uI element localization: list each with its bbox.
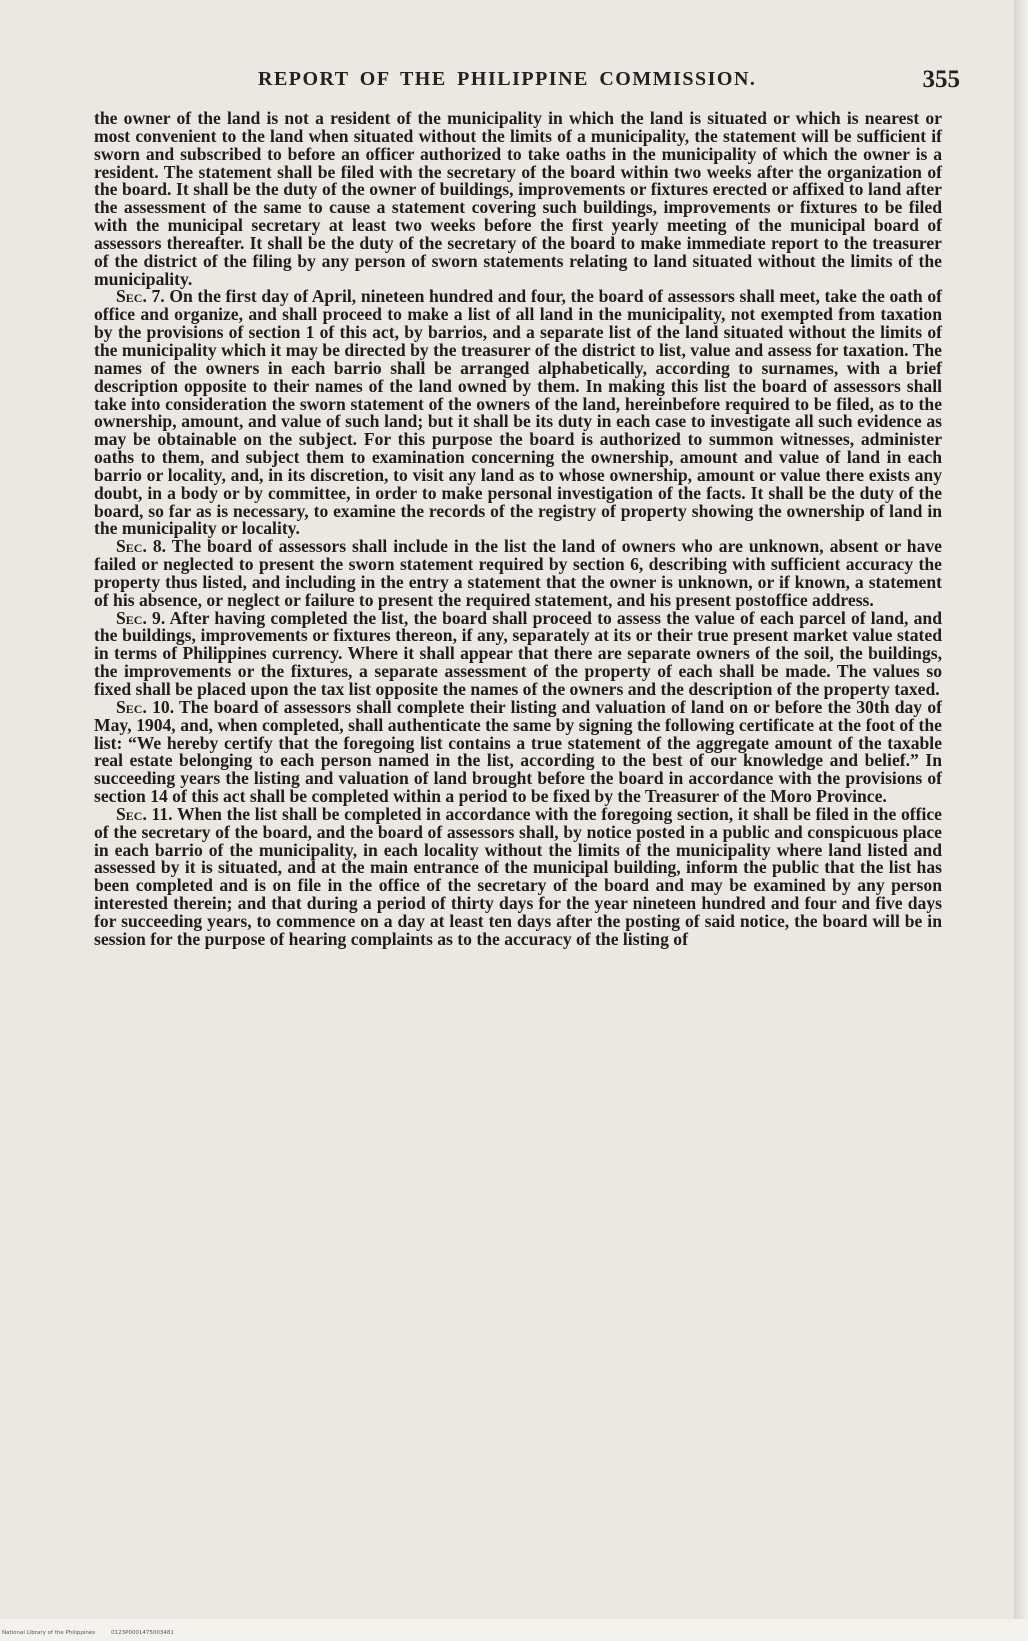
section-label: Sec. 11.	[116, 803, 173, 824]
library-credit: National Library of the Philippines	[2, 1630, 96, 1636]
paragraph-sec-8	[94, 538, 942, 609]
scan-code: 0123P0001475003481	[111, 1630, 174, 1636]
body-text	[94, 110, 942, 949]
section-text: The board of assessors shall include in the list the land of owners who are unknown, absent or have failed or neglected to present the sworn statement required by section 6, describing with sufficient accuracy the property thus listed, and including in the entry a statement that the owner is unknown, or if known, a statement of his absence, or neglect or failure to present the required statement, and his present postoffice address.	[94, 536, 942, 610]
page-header	[90, 66, 960, 106]
scan-footer	[0, 1625, 1028, 1641]
paragraph-sec-7	[94, 288, 942, 538]
section-text: After having completed the list, the board shall proceed to assess the value of each parcel of land, and the buildings, improvements or fixtures thereon, if any, separately at its or their true present market value stated in terms of Philippines currency. Where it shall appear that there are separate owners of the soil, the buildings, the improvements or the fixtures, a separate assessment of the property of each shall be made. The values so fixed shall be placed upon the tax list opposite the names of the owners and the description of the property taxed.	[94, 607, 942, 699]
paragraph-continuation: the owner of the land is not a resident of the municipality in which the land is situated or which is nearest or most convenient to the land when situated without the limits of a municipality, the statement will be sufficient if sworn and subscribed to before an officer authorized to take oaths in the municipality of which the owner is a resident. The statement shall be filed with the secretary of the board within two weeks after the organization of the board. It shall be the duty of the owner of buildings, improvements or fixtures erected or affixed to land after the assessment of the same to cause a statement covering such buildings, improvements or fixtures to be filed with the municipal secretary at least two weeks before the first yearly meeting of the municipal board of assessors thereafter. It shall be the duty of the secretary of the board to make immediate report to the treasurer of the district of the filing by any person of sworn statements relating to land situated without the limits of the municipality.	[94, 108, 942, 289]
section-label: Sec. 9.	[116, 607, 166, 628]
paragraph-sec-9	[94, 607, 942, 699]
section-text: On the first day of April, nineteen hundred and four, the board of assessors shall meet, take the oath of office and organize, and shall proceed to make a list of all land in the municipality, not exempted from taxation by the provisions of section 1 of this act, by barrios, and a separate list of the land situated without the limits of the municipality which it may be directed by the treasurer of the district to list, value and assess for taxation. The names of the owners in each barrio shall be arranged alphabetically, according to surnames, with a brief description opposite to their names of the land owned by them. In making this list the board of assessors shall take into consideration the sworn statement of the owners of the land, hereinbefore required to be filed, as to the ownership, amount, and value of such land; but it shall be its duty in each case to investigate all such evidence as may be obtainable on the subject. For this purpose the board is authorized to summon witnesses, administer oaths to them, and subject them to examination concerning the ownership, amount and value of land in each barrio or locality, and, in its discretion, to visit any land as to whose ownership, amount or value there exists any doubt, in a body or by committee, in order to make personal investigation of the facts. It shall be the duty of the board, so far as is necessary, to examine the records of the registry of property showing the ownership of land in the municipality or locality.	[94, 286, 942, 539]
scan-edge	[1014, 0, 1028, 1641]
section-label: Sec. 10.	[116, 696, 175, 717]
section-label: Sec. 8.	[116, 536, 167, 557]
section-text: The board of assessors shall complete their listing and valuation of land on or before the 30th day of May, 1904, and, when completed, shall authenticate the same by signing the following certificate at the foot of the list: “We hereby certify that the foregoing list contains a true statement of the aggregate amount of the taxable real estate belonging to each person named in the list, according to the best of our knowledge and belief.” In succeeding years the listing and valuation of land brought before the board in accordance with the provisions of section 14 of this act shall be completed within a period to be fixed by the Treasurer of the Moro Province.	[94, 696, 942, 807]
running-title: REPORT OF THE PHILIPPINE COMMISSION.	[258, 68, 757, 90]
section-label: Sec. 7.	[116, 286, 165, 307]
paragraph-sec-10	[94, 696, 942, 807]
page-number: 355	[922, 66, 960, 93]
section-text: When the list shall be completed in accordance with the foregoing section, it shall be filed in the office of the secretary of the board, and the board of assessors shall, by notice posted in a public and conspicuous place in each barrio of the municipality, in each locality without the limits of the municipality where land listed and assessed by it is situated, and at the main entrance of the municipal building, inform the public that the list has been completed and is on file in the office of the secretary of the board and may be examined by any person interested therein; and that during a period of thirty days for the year nineteen hundred and four and five days for succeeding years, to commence on a day at least ten days after the posting of said notice, the board will be in session for the purpose of hearing complaints as to the accuracy of the listing of	[94, 803, 942, 949]
paragraph-sec-11	[94, 803, 942, 949]
